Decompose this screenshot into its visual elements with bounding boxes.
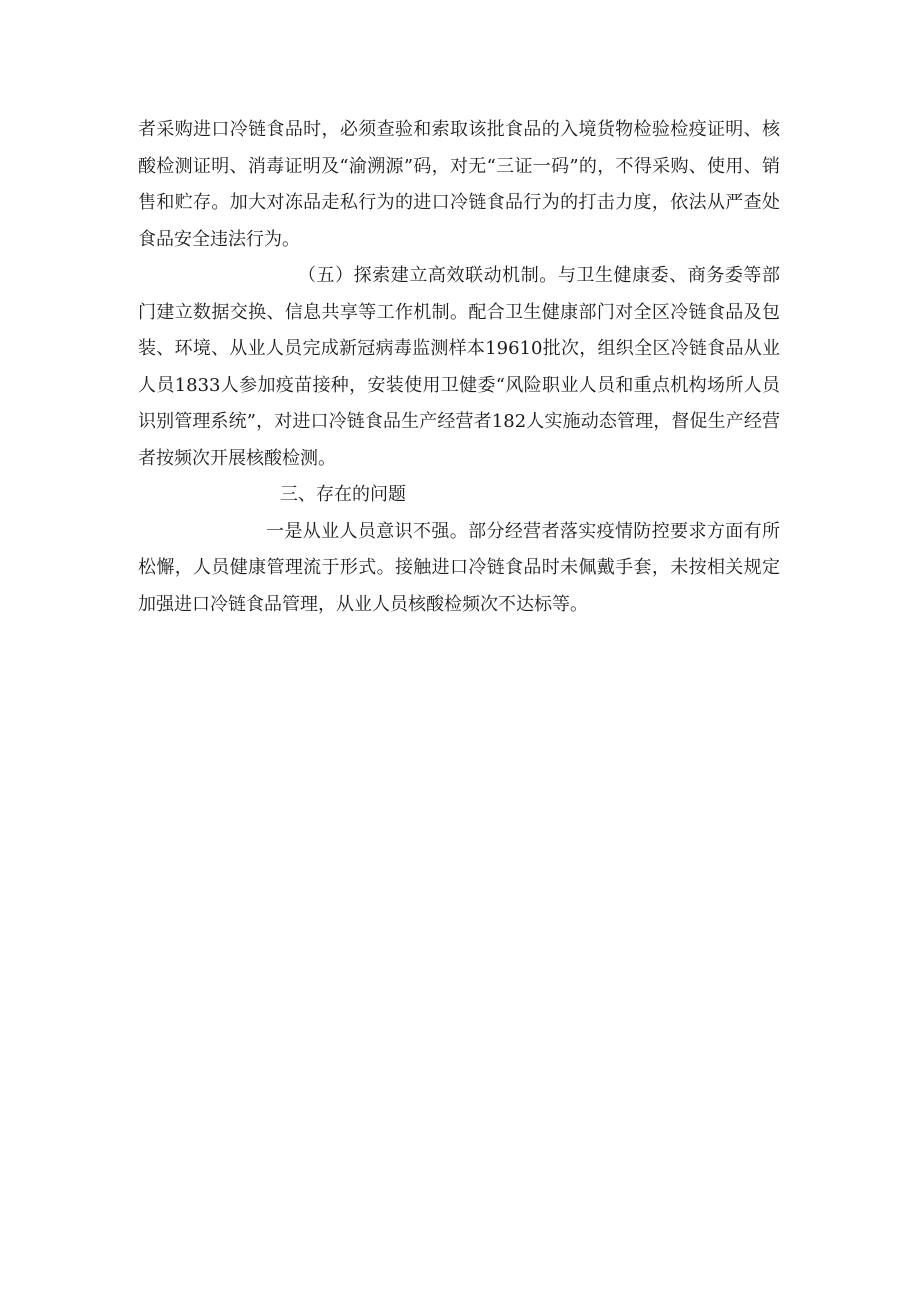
- section-heading-problems: 三、存在的问题: [280, 484, 406, 505]
- paragraph-problem-one: 一是从业人员意识不强。部分经营者落实疫情防控要求方面有所松懈，人员健康管理流于形式。接触进口冷链食品时未佩戴手套，未按相关规定加强进口冷链食品管理，从业人员核酸检频次不达标等。: [138, 520, 780, 615]
- paragraph-continuation: 者采购进口冷链食品时，必须查验和索取该批食品的入境货物检验检疫证明、核酸检测证明、消毒证明及“渝溯源”码，对无“三证一码”的，不得采购、使用、销售和贮存。加大对冻品走私行为的进口冷链食品行为的打击力度，依法从严查处食品安全违法行为。: [138, 119, 780, 250]
- document-body: [138, 112, 780, 623]
- paragraph-section-five: （五）探索建立高效联动机制。与卫生健康委、商务委等部门建立数据交换、信息共享等工作机制。配合卫生健康部门对全区冷链食品及包装、环境、从业人员完成新冠病毒监测样本19610批次，组织全区冷链食品从业人员1833人参加疫苗接种，安装使用卫健委“风险职业人员和重点机构场所人员识别管理系统”，对进口冷链食品生产经营者182人实施动态管理，督促生产经营者按频次开展核酸检测。: [138, 265, 780, 469]
